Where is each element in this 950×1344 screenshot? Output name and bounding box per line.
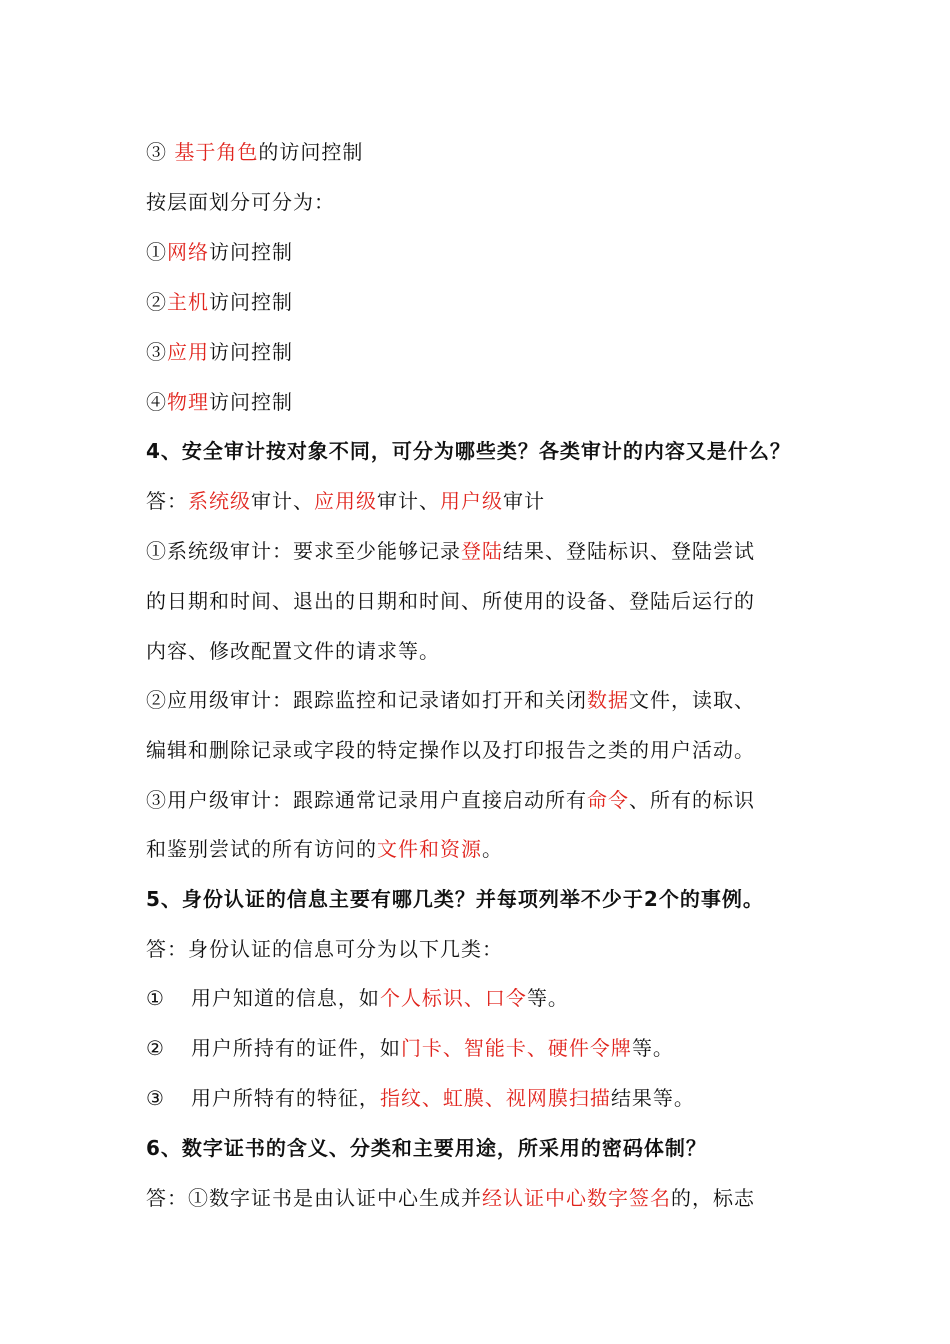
paragraph-line: [146, 736, 826, 764]
text-segment: 等。: [631, 1036, 674, 1060]
paragraph-line: [146, 238, 826, 266]
highlighted-term: 数据: [587, 688, 629, 712]
highlighted-term: 应用: [167, 340, 209, 364]
text-segment: 访问控制: [209, 290, 293, 314]
text-segment: 的，标志: [671, 1186, 755, 1210]
highlighted-term: 基于角色: [174, 140, 259, 164]
paragraph-line: [146, 1084, 826, 1112]
text-segment: ③: [146, 140, 175, 164]
highlighted-term: 经认证中心数字签名: [482, 1186, 671, 1210]
text-segment: 用户所持有的证件，如: [190, 1036, 401, 1060]
text-segment: 的访问控制: [258, 140, 364, 164]
paragraph-line: [146, 786, 826, 814]
text-segment: 访问控制: [209, 240, 293, 264]
paragraph-line: [146, 388, 826, 416]
paragraph-line: [146, 188, 826, 216]
paragraph-line: [146, 587, 826, 615]
text-segment: ③用户级审计：跟踪通常记录用户直接启动所有: [146, 788, 587, 812]
paragraph-line: [146, 537, 826, 565]
text-segment: ①系统级审计：要求至少能够记录: [146, 539, 461, 563]
text-segment: ①: [146, 986, 165, 1010]
text-segment: ②: [146, 1036, 165, 1060]
highlighted-term: 登陆: [461, 539, 503, 563]
highlighted-term: 用户级: [440, 489, 503, 513]
paragraph-line: [146, 338, 826, 366]
text-segment: ④: [146, 390, 167, 414]
highlighted-term: 网络: [167, 240, 209, 264]
paragraph-line: [146, 984, 826, 1012]
paragraph-line: [146, 138, 826, 166]
highlighted-term: 系统级: [188, 489, 251, 513]
text-segment: 答：: [146, 489, 188, 513]
highlighted-term: 文件和资源: [377, 837, 482, 861]
text-segment: 按层面划分可分为：: [146, 190, 335, 214]
highlighted-term: 应用级: [314, 489, 377, 513]
text-segment: 6、数字证书的含义、分类和主要用途，所采用的密码体制？: [146, 1136, 707, 1160]
question-heading: [146, 885, 826, 913]
paragraph-line: [146, 1184, 826, 1212]
highlighted-term: 命令: [587, 788, 629, 812]
text-segment: 等。: [526, 986, 569, 1010]
text-segment: 的日期和时间、退出的日期和时间、所使用的设备、登陆后运行的: [146, 589, 755, 613]
text-segment: 访问控制: [209, 340, 293, 364]
text-segment: 和鉴别尝试的所有访问的: [146, 837, 377, 861]
highlighted-term: 指纹、虹膜、视网膜扫描: [379, 1086, 611, 1110]
text-segment: ③: [146, 340, 167, 364]
text-segment: 结果等。: [610, 1086, 695, 1110]
text-segment: 审计、: [251, 489, 314, 513]
paragraph-line: [146, 935, 826, 963]
text-segment: 、所有的标识: [629, 788, 755, 812]
text-segment: 。: [482, 837, 503, 861]
text-segment: 内容、修改配置文件的请求等。: [146, 639, 440, 663]
text-segment: 审计: [503, 489, 545, 513]
paragraph-line: [146, 487, 826, 515]
text-segment: ②: [146, 290, 167, 314]
text-segment: ①: [146, 240, 167, 264]
text-segment: 答：身份认证的信息可分为以下几类：: [146, 937, 503, 961]
text-segment: ③: [146, 1086, 165, 1110]
highlighted-term: 主机: [167, 290, 209, 314]
question-heading: [146, 437, 826, 465]
highlighted-term: 物理: [167, 390, 209, 414]
paragraph-line: [146, 1034, 826, 1062]
paragraph-line: [146, 637, 826, 665]
highlighted-term: 门卡、智能卡、硬件令牌: [400, 1036, 632, 1060]
text-segment: 用户所特有的特征，: [190, 1086, 380, 1110]
paragraph-line: [146, 288, 826, 316]
text-segment: 5、身份认证的信息主要有哪几类？并每项列举不少于2个的事例。: [146, 887, 764, 911]
text-segment: 用户知道的信息，如: [190, 986, 380, 1010]
text-segment: 结果、登陆标识、登陆尝试: [503, 539, 755, 563]
highlighted-term: 个人标识、口令: [379, 986, 527, 1010]
text-segment: 编辑和删除记录或字段的特定操作以及打印报告之类的用户活动。: [146, 738, 755, 762]
text-segment: 4、安全审计按对象不同，可分为哪些类？各类审计的内容又是什么？: [146, 439, 791, 463]
text-segment: 访问控制: [209, 390, 293, 414]
text-segment: 答：①数字证书是由认证中心生成并: [146, 1186, 482, 1210]
paragraph-line: [146, 835, 826, 863]
text-segment: ②应用级审计：跟踪监控和记录诸如打开和关闭: [146, 688, 587, 712]
question-heading: [146, 1134, 826, 1162]
paragraph-line: [146, 686, 826, 714]
text-segment: 审计、: [377, 489, 440, 513]
text-segment: 文件，读取、: [629, 688, 755, 712]
